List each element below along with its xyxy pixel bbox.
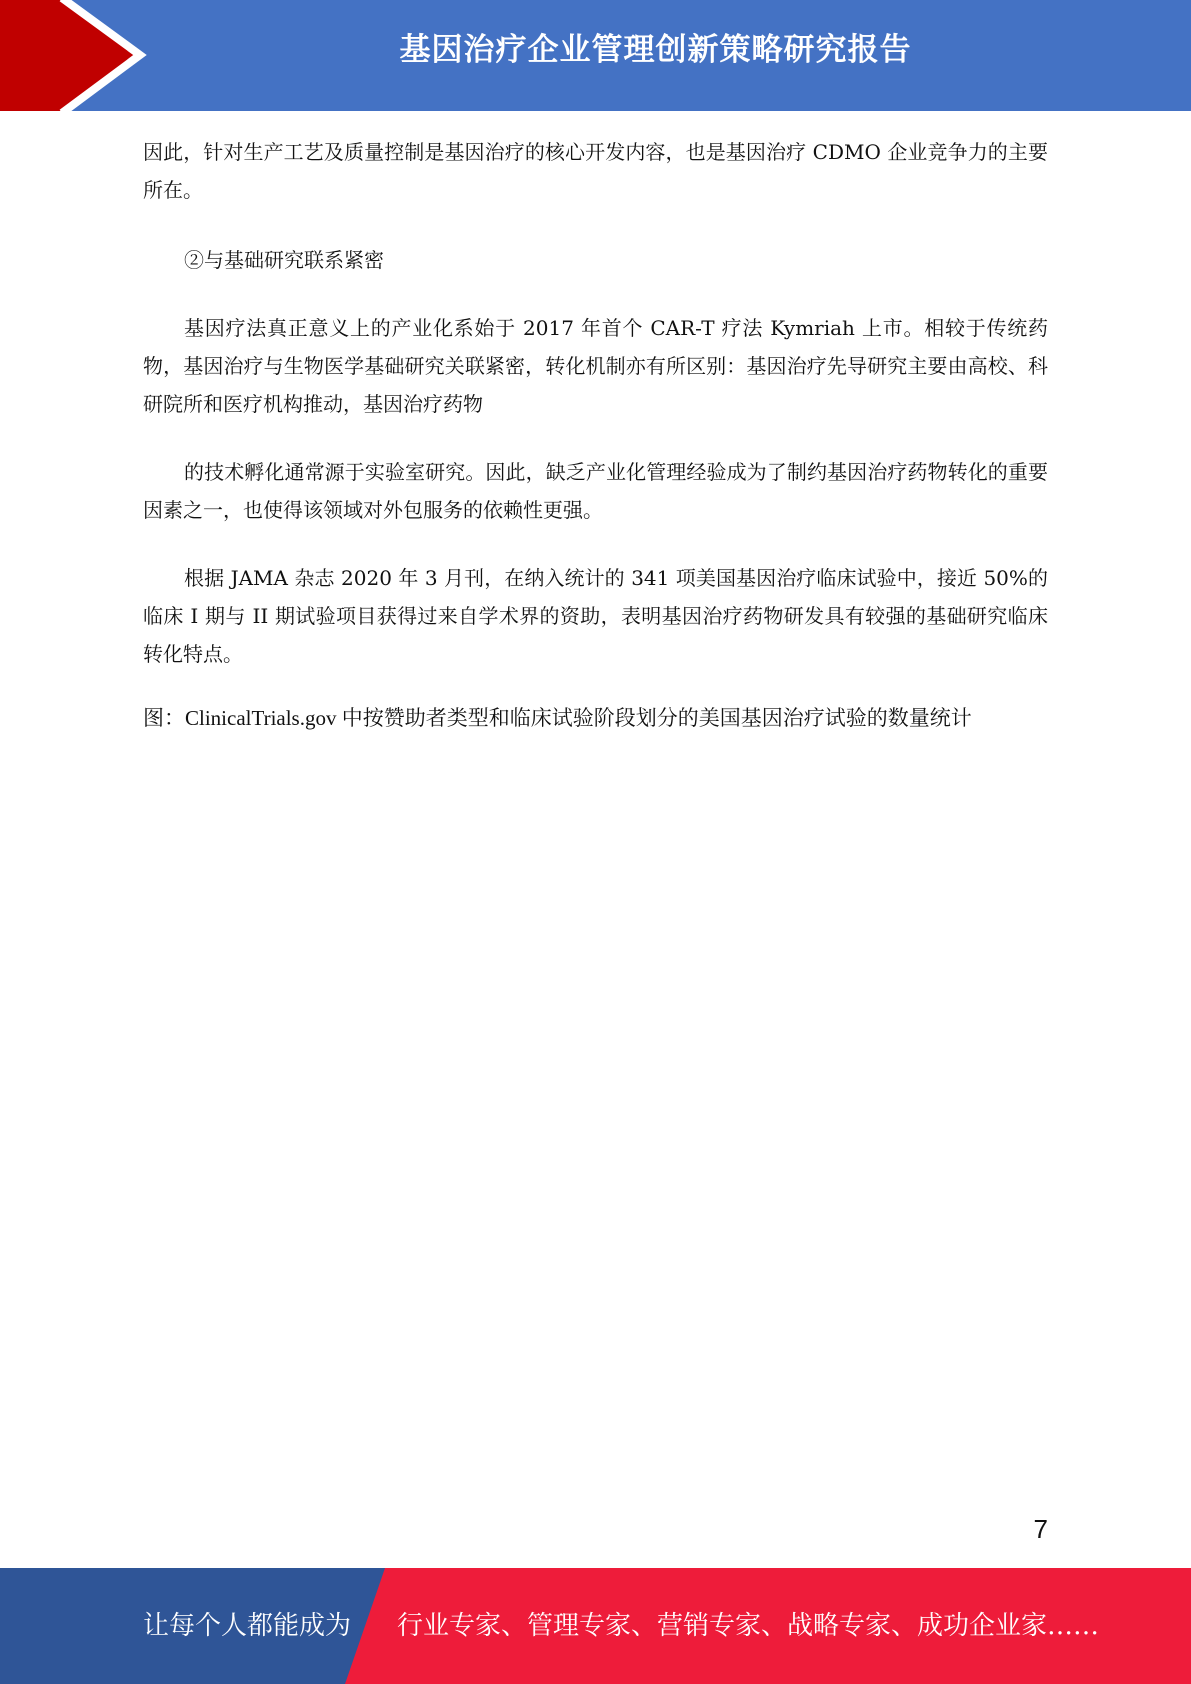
report-title: 基因治疗企业管理创新策略研究报告 (399, 32, 912, 68)
header-banner (0, 0, 1191, 111)
footer-banner (0, 1568, 1191, 1684)
footer-slogan-right: 行业专家、管理专家、营销专家、战略专家、成功企业家…… (397, 1611, 1100, 1641)
header-chevron-decoration (0, 0, 160, 111)
figure-caption: 图：ClinicalTrials.gov 中按赞助者类型和临床试验阶段划分的美国基因治疗试验的数量统计 (143, 706, 972, 730)
paragraph-production-process: 因此，针对生产工艺及质量控制是基因治疗的核心开发内容，也是基因治疗 CDMO 企业竞争力的主要所在。 (143, 140, 1048, 202)
paragraph-jama-statistics: 根据 JAMA 杂志 2020 年 3 月刊，在纳入统计的 341 项美国基因治疗临床试验中，接近 50%的临床 I 期与 II 期试验项目获得过来自学术界的资助，表明基因治疗药物研发具有较强的基础研究临床转化特点。 (143, 566, 1048, 666)
document-body (143, 133, 1048, 737)
paragraph-industrialization: 基因疗法真正意义上的产业化系始于 2017 年首个 CAR-T 疗法 Kymriah 上市。相较于传统药物，基因治疗与生物医学基础研究关联紧密，转化机制亦有所区别：基因治疗先导研究主要由高校、科研院所和医疗机构推动，基因治疗药物 (143, 316, 1048, 416)
footer-slogan-left: 让每个人都能成为 (143, 1611, 352, 1641)
page-number: 7 (1033, 1514, 1048, 1544)
paragraph-incubation: 的技术孵化通常源于实验室研究。因此，缺乏产业化管理经验成为了制约基因治疗药物转化的重要因素之一，也使得该领域对外包服务的依赖性更强。 (143, 460, 1048, 522)
section-subheading: ②与基础研究联系紧密 (184, 248, 384, 272)
